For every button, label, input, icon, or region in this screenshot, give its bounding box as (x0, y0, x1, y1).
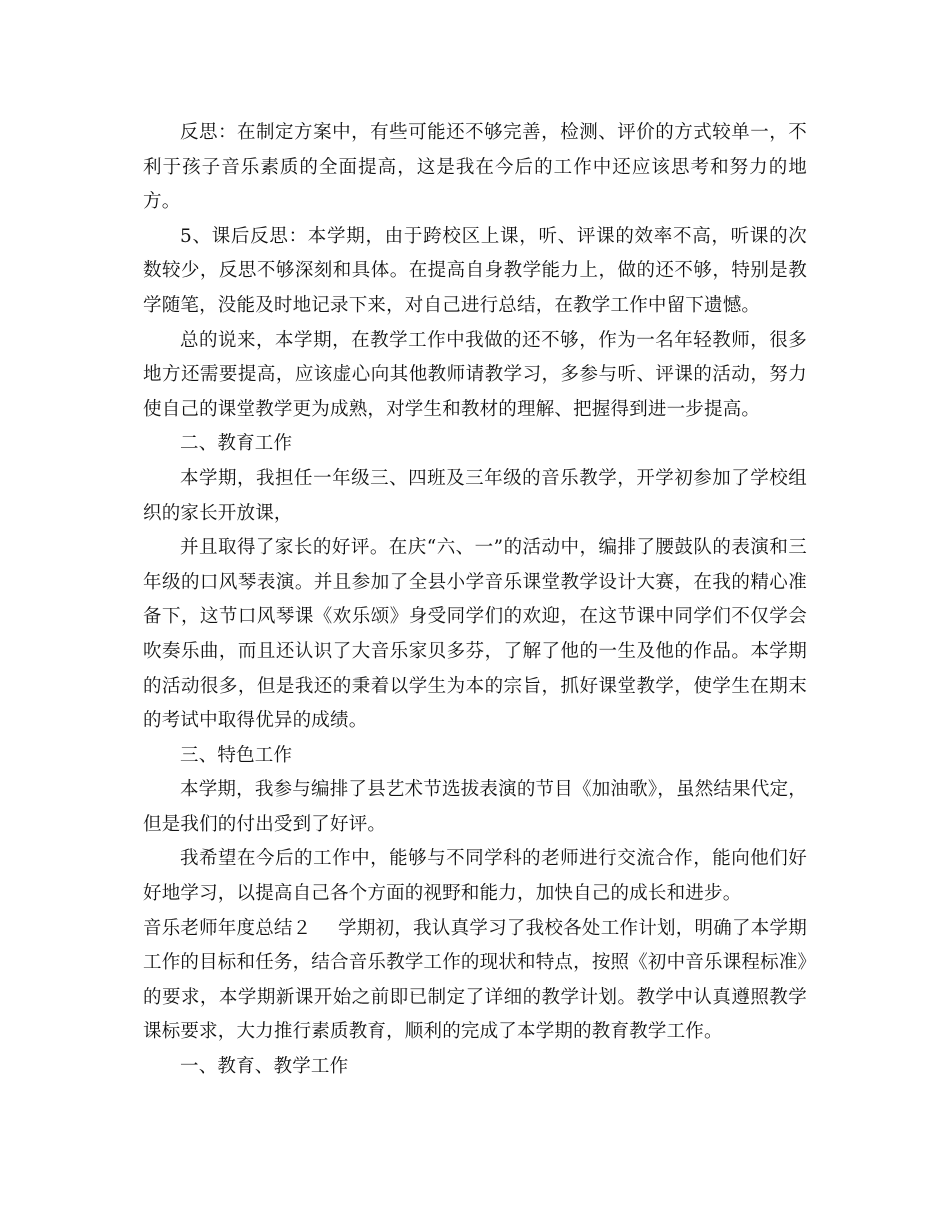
paragraph-hope: 我希望在今后的工作中，能够与不同学科的老师进行交流合作，能向他们好好地学习，以提高自己各个方面的视野和能力，加快自己的成长和进步。 (143, 848, 807, 905)
heading-education-work: 二、教育工作 (180, 433, 293, 455)
paragraph-section-two (143, 912, 807, 1050)
paragraph-activities: 并且取得了家长的好评。在庆“六、一”的活动中，编排了腰鼓队的表演和三年级的口风琴表演。并且参加了全县小学音乐课堂教学设计大赛，在我的精心准备下，这节口风琴课《欢乐颂》身受同学们的欢迎，在这节课中同学们不仅学会吹奏乐曲，而且还认识了大音乐家贝多芬，了解了他的一生及他的作品。本学期的活动很多，但是我还的秉着以学生为本的宗旨，抓好课堂教学，使学生在期末的考试中取得优异的成绩。 (143, 537, 807, 732)
paragraph-art-festival: 本学期，我参与编排了县艺术节选拔表演的节目《加油歌》，虽然结果代定，但是我们的付出受到了好评。 (143, 779, 807, 835)
paragraph-this-semester: 本学期，我担任一年级三、四班及三年级的音乐教学，开学初参加了学校组织的家长开放课， (143, 467, 807, 524)
section-body: 学期初，我认真学习了我校各处工作计划，明确了本学期工作的目标和任务，结合音乐教学工作的现状和特点，按照《初中音乐课程标准》的要求，本学期新课开始之前即已制定了详细的教学计划。教学中认真遵照教学课标要求，大力推行素质教育，顺利的完成了本学期的教育教学工作。 (143, 917, 807, 1043)
heading-education-teaching-work: 一、教育、教学工作 (180, 1056, 349, 1078)
document-page (143, 116, 807, 1085)
section-title: 音乐老师年度总结２ (143, 917, 312, 939)
paragraph-reflection: 反思：在制定方案中，有些可能还不够完善，检测、评价的方式较单一，不利于孩子音乐素质的全面提高，这是我在今后的工作中还应该思考和努力的地方。 (143, 122, 807, 213)
paragraph-after-class-reflection: 5、课后反思：本学期，由于跨校区上课，听、评课的效率不高，听课的次数较少，反思不够深刻和具体。在提高自身教学能力上，做的还不够，特别是教学随笔，没能及时地记录下来，对自己进行总结，在教学工作中留下遗憾。 (143, 225, 807, 316)
paragraph-summary: 总的说来，本学期，在教学工作中我做的还不够，作为一名年轻教师，很多地方还需要提高，应该虚心向其他教师请教学习，多参与听、评课的活动，努力使自己的课堂教学更为成熟，对学生和教材的理解、把握得到进一步提高。 (143, 329, 807, 420)
heading-special-work: 三、特色工作 (180, 744, 293, 766)
